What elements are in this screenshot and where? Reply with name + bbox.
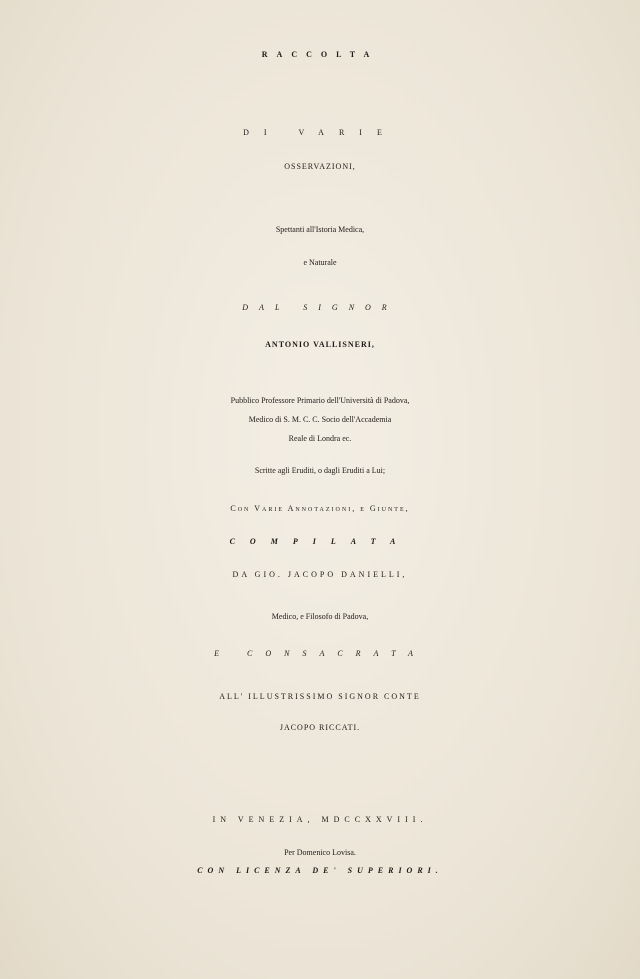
book-title: RACCOLTA: [261, 50, 379, 59]
editor-title: Medico, e Filosofo di Padova,: [271, 612, 369, 621]
author-name: ANTONIO VALLISNERI,: [265, 340, 375, 349]
dal-signor-line: DAL SIGNOR: [242, 303, 398, 312]
license-line: CON LICENZA DE' SUPERIORI.: [197, 866, 443, 875]
dedicatee-name: JACOPO RICCATI.: [279, 723, 361, 732]
author-title-line-3: Reale di Londra ec.: [288, 434, 352, 443]
dedication-line: ALL' ILLUSTRISSIMO SIGNOR CONTE: [219, 692, 421, 701]
printer-line: Per Domenico Lovisa.: [284, 848, 356, 857]
consacrata-line: E CONSACRATA: [214, 649, 426, 658]
book-subtitle: OSSERVAZIONI,: [284, 162, 356, 171]
scritte-line: Scritte agli Eruditi, o dagli Eruditi a Lui;: [254, 466, 386, 475]
imprint-line: IN VENEZIA, MDCCXXVIII.: [212, 815, 428, 824]
compilata-line: COMPILATA: [229, 537, 411, 546]
author-title-line-1: Pubblico Professore Primario dell'Università di Padova,: [230, 396, 410, 405]
topic-line-2: e Naturale: [303, 258, 337, 267]
author-title-line-2: Medico di S. M. C. C. Socio dell'Accademia: [248, 415, 392, 424]
editor-name: DA GIO. JACOPO DANIELLI,: [232, 570, 408, 579]
di-varie-line: DI VARIE: [243, 128, 397, 137]
annotazioni-line: Con Varie Annotazioni, e Giunte,: [230, 504, 410, 513]
topic-line-1: Spettanti all'Istoria Medica,: [275, 225, 365, 234]
